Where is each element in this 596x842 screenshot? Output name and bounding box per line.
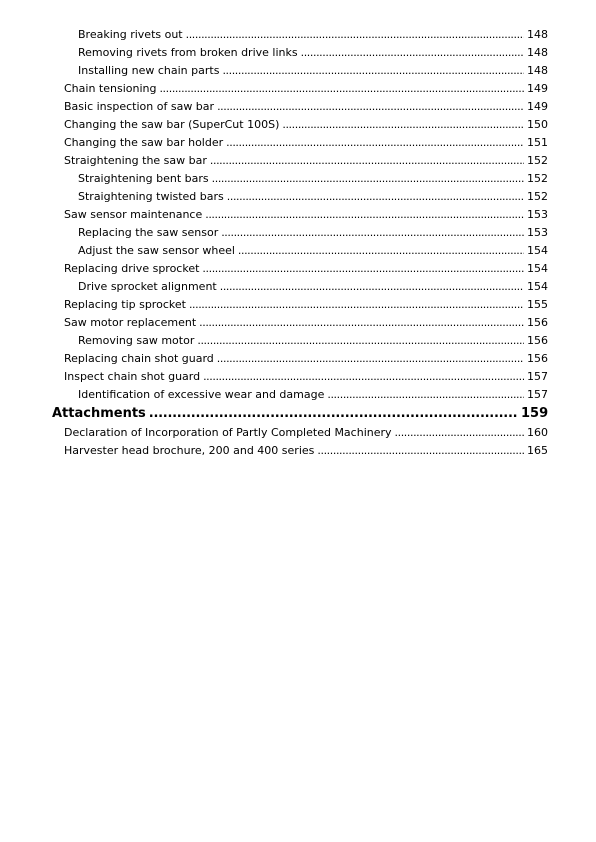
toc-entry[interactable] xyxy=(0,62,549,80)
toc-entry-title: Harvester head brochure, 200 and 400 series xyxy=(64,444,315,457)
toc-entry-title: Drive sprocket alignment xyxy=(78,280,217,293)
toc-entry-title: Chain tensioning xyxy=(64,82,157,95)
toc-entry-page-number: 152 xyxy=(527,172,548,185)
dot-leader xyxy=(217,350,524,368)
toc-chapter-entry[interactable] xyxy=(0,404,549,424)
dot-leader xyxy=(221,224,524,242)
toc-entry-page-number: 156 xyxy=(527,352,548,365)
toc-entry[interactable] xyxy=(0,188,549,206)
toc-entry[interactable] xyxy=(0,224,549,242)
dot-leader xyxy=(212,170,524,188)
toc-entry-page-number: 148 xyxy=(527,64,548,77)
toc-entry-page-number: 151 xyxy=(527,136,548,149)
toc-entry-title: Adjust the saw sensor wheel xyxy=(78,244,235,257)
dot-leader xyxy=(159,80,524,98)
toc-entry-page-number: 160 xyxy=(527,426,548,439)
dot-leader xyxy=(205,206,524,224)
toc-entry[interactable] xyxy=(0,314,549,332)
toc-entry[interactable] xyxy=(0,134,549,152)
toc-entry[interactable] xyxy=(0,332,549,350)
toc-entry-title: Installing new chain parts xyxy=(78,64,220,77)
toc-entry-title: Replacing the saw sensor xyxy=(78,226,219,239)
dot-leader xyxy=(210,152,524,170)
toc-entry-page-number: 153 xyxy=(527,208,548,221)
toc-entry-title: Attachments xyxy=(52,406,146,421)
toc-entry[interactable] xyxy=(0,296,549,314)
dot-leader xyxy=(197,332,524,350)
toc-entry-page-number: 152 xyxy=(527,154,548,167)
dot-leader xyxy=(217,98,524,116)
toc-entry[interactable] xyxy=(0,424,549,442)
dot-leader xyxy=(202,260,524,278)
toc-entry[interactable] xyxy=(0,98,549,116)
toc-entry-page-number: 148 xyxy=(527,46,548,59)
toc-entry[interactable] xyxy=(0,278,549,296)
toc-entry[interactable] xyxy=(0,350,549,368)
toc-entry-page-number: 152 xyxy=(527,190,548,203)
toc-entry-page-number: 154 xyxy=(527,262,548,275)
toc-entry[interactable] xyxy=(0,368,549,386)
toc-entry-title: Straightening the saw bar xyxy=(64,154,207,167)
toc-entry-page-number: 150 xyxy=(527,118,548,131)
toc-entry-title: Basic inspection of saw bar xyxy=(64,100,215,113)
toc-entry-page-number: 153 xyxy=(527,226,548,239)
toc-entry-page-number: 157 xyxy=(527,388,548,401)
dot-leader xyxy=(238,242,524,260)
dot-leader xyxy=(220,278,524,296)
dot-leader xyxy=(189,296,524,314)
toc-entry[interactable] xyxy=(0,170,549,188)
toc-entry-title: Saw sensor maintenance xyxy=(64,208,203,221)
toc-entry-title: Replacing chain shot guard xyxy=(64,352,214,365)
toc-entry[interactable] xyxy=(0,386,549,404)
toc-entry-title: Declaration of Incorporation of Partly Completed Machinery xyxy=(64,426,392,439)
dot-leader xyxy=(149,404,518,424)
toc-entry-title: Saw motor replacement xyxy=(64,316,197,329)
dot-leader xyxy=(395,424,524,442)
toc-entry-title: Identification of excessive wear and damage xyxy=(78,388,325,401)
dot-leader xyxy=(227,188,524,206)
dot-leader xyxy=(282,116,524,134)
dot-leader xyxy=(317,442,524,460)
dot-leader xyxy=(301,44,524,62)
toc-entry-title: Changing the saw bar holder xyxy=(64,136,224,149)
toc-entry-title: Replacing tip sprocket xyxy=(64,298,186,311)
toc-entry[interactable] xyxy=(0,116,549,134)
table-of-contents xyxy=(0,26,549,460)
toc-entry-page-number: 154 xyxy=(527,244,548,257)
toc-entry-title: Breaking rivets out xyxy=(78,28,183,41)
toc-entry[interactable] xyxy=(0,152,549,170)
toc-entry-page-number: 156 xyxy=(527,334,548,347)
toc-entry-page-number: 149 xyxy=(527,100,548,113)
toc-entry-title: Removing rivets from broken drive links xyxy=(78,46,298,59)
toc-entry-page-number: 155 xyxy=(527,298,548,311)
dot-leader xyxy=(199,314,524,332)
toc-entry[interactable] xyxy=(0,206,549,224)
toc-entry-page-number: 156 xyxy=(527,316,548,329)
toc-entry-page-number: 148 xyxy=(527,28,548,41)
toc-entry-title: Inspect chain shot guard xyxy=(64,370,201,383)
toc-entry-title: Replacing drive sprocket xyxy=(64,262,200,275)
dot-leader xyxy=(203,368,524,386)
dot-leader xyxy=(222,62,524,80)
toc-entry-page-number: 149 xyxy=(527,82,548,95)
toc-entry-page-number: 165 xyxy=(527,444,548,457)
toc-entry[interactable] xyxy=(0,242,549,260)
toc-entry-title: Changing the saw bar (SuperCut 100S) xyxy=(64,118,280,131)
toc-entry-title: Straightening twisted bars xyxy=(78,190,224,203)
toc-entry[interactable] xyxy=(0,442,549,460)
toc-entry-page-number: 154 xyxy=(527,280,548,293)
toc-entry-title: Removing saw motor xyxy=(78,334,195,347)
toc-entry[interactable] xyxy=(0,44,549,62)
dot-leader xyxy=(186,26,524,44)
dot-leader xyxy=(226,134,524,152)
toc-entry-page-number: 157 xyxy=(527,370,548,383)
toc-entry[interactable] xyxy=(0,26,549,44)
dot-leader xyxy=(327,386,524,404)
toc-entry[interactable] xyxy=(0,80,549,98)
toc-entry[interactable] xyxy=(0,260,549,278)
toc-entry-title: Straightening bent bars xyxy=(78,172,209,185)
toc-entry-page-number: 159 xyxy=(521,406,549,421)
